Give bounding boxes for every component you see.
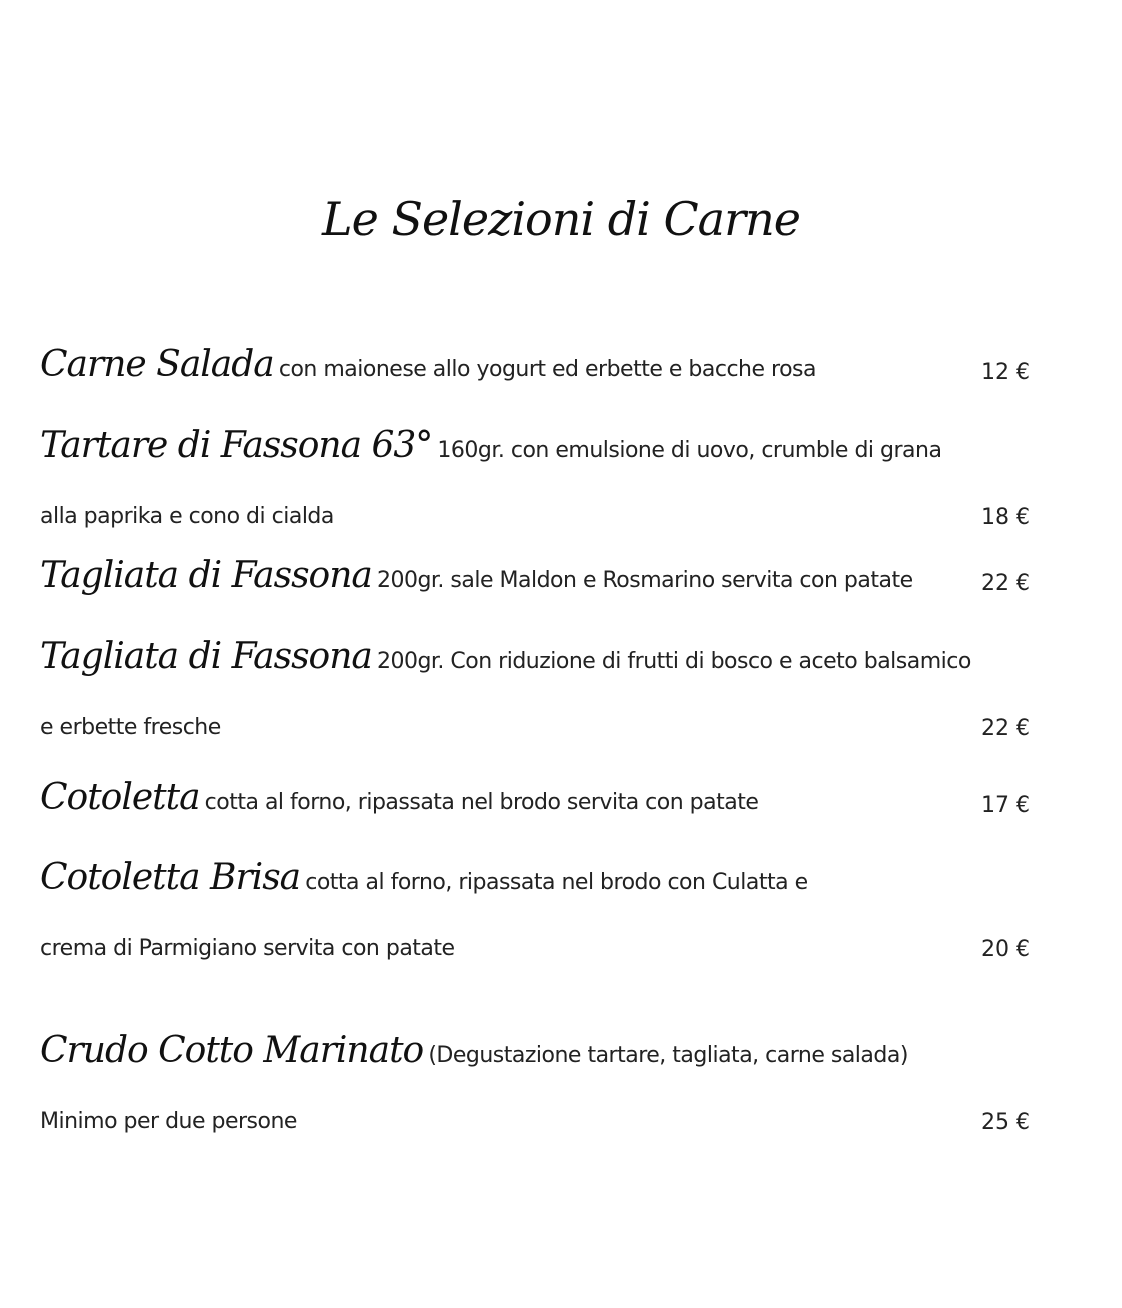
dish-description: cotta al forno, ripassata nel brodo con Culatta e	[305, 870, 808, 895]
dish-description: 200gr. sale Maldon e Rosmarino servita con patate	[376, 568, 913, 593]
dish-name: Tagliata di Fassona	[40, 636, 372, 677]
dish-name: Cotoletta Brisa	[40, 857, 301, 898]
dish-description: (Degustazione tartare, tagliata, carne salada)	[428, 1043, 908, 1068]
dish-description-continuation: crema di Parmigiano servita con patate	[40, 936, 455, 961]
dish-description-continuation: e erbette fresche	[40, 715, 221, 740]
dish-description: cotta al forno, ripassata nel brodo servita con patate	[204, 790, 759, 815]
dish-name: Carne Salada	[40, 344, 274, 385]
dish-price: 20 €	[981, 937, 1030, 962]
dish-description-continuation: alla paprika e cono di cialda	[40, 504, 334, 529]
dish-name: Cotoletta	[40, 777, 200, 818]
dish-price: 18 €	[981, 505, 1030, 530]
dish-description-continuation: Minimo per due persone	[40, 1109, 297, 1134]
menu-item-cotoletta-brisa	[40, 857, 808, 898]
dish-name: Tagliata di Fassona	[40, 555, 372, 596]
menu-item-tagliata-maldon	[40, 555, 913, 596]
dish-price: 22 €	[981, 716, 1030, 741]
menu-title: Le Selezioni di Carne	[322, 192, 800, 246]
menu-item-tartare-fassona	[40, 425, 941, 466]
dish-description: con maionese allo yogurt ed erbette e bacche rosa	[278, 357, 816, 382]
menu-item-tagliata-frutti-bosco	[40, 636, 971, 677]
menu-item-cotoletta	[40, 777, 758, 818]
menu-item-crudo-cotto-marinato	[40, 1030, 908, 1071]
dish-price: 12 €	[981, 360, 1030, 385]
dish-name: Tartare di Fassona 63°	[40, 425, 433, 466]
dish-price: 25 €	[981, 1110, 1030, 1135]
dish-name: Crudo Cotto Marinato	[40, 1030, 424, 1071]
dish-price: 22 €	[981, 571, 1030, 596]
menu-item-carne-salada	[40, 344, 816, 385]
dish-description: 160gr. con emulsione di uovo, crumble di grana	[437, 438, 942, 463]
dish-description: 200gr. Con riduzione di frutti di bosco e aceto balsamico	[376, 649, 971, 674]
dish-price: 17 €	[981, 793, 1030, 818]
